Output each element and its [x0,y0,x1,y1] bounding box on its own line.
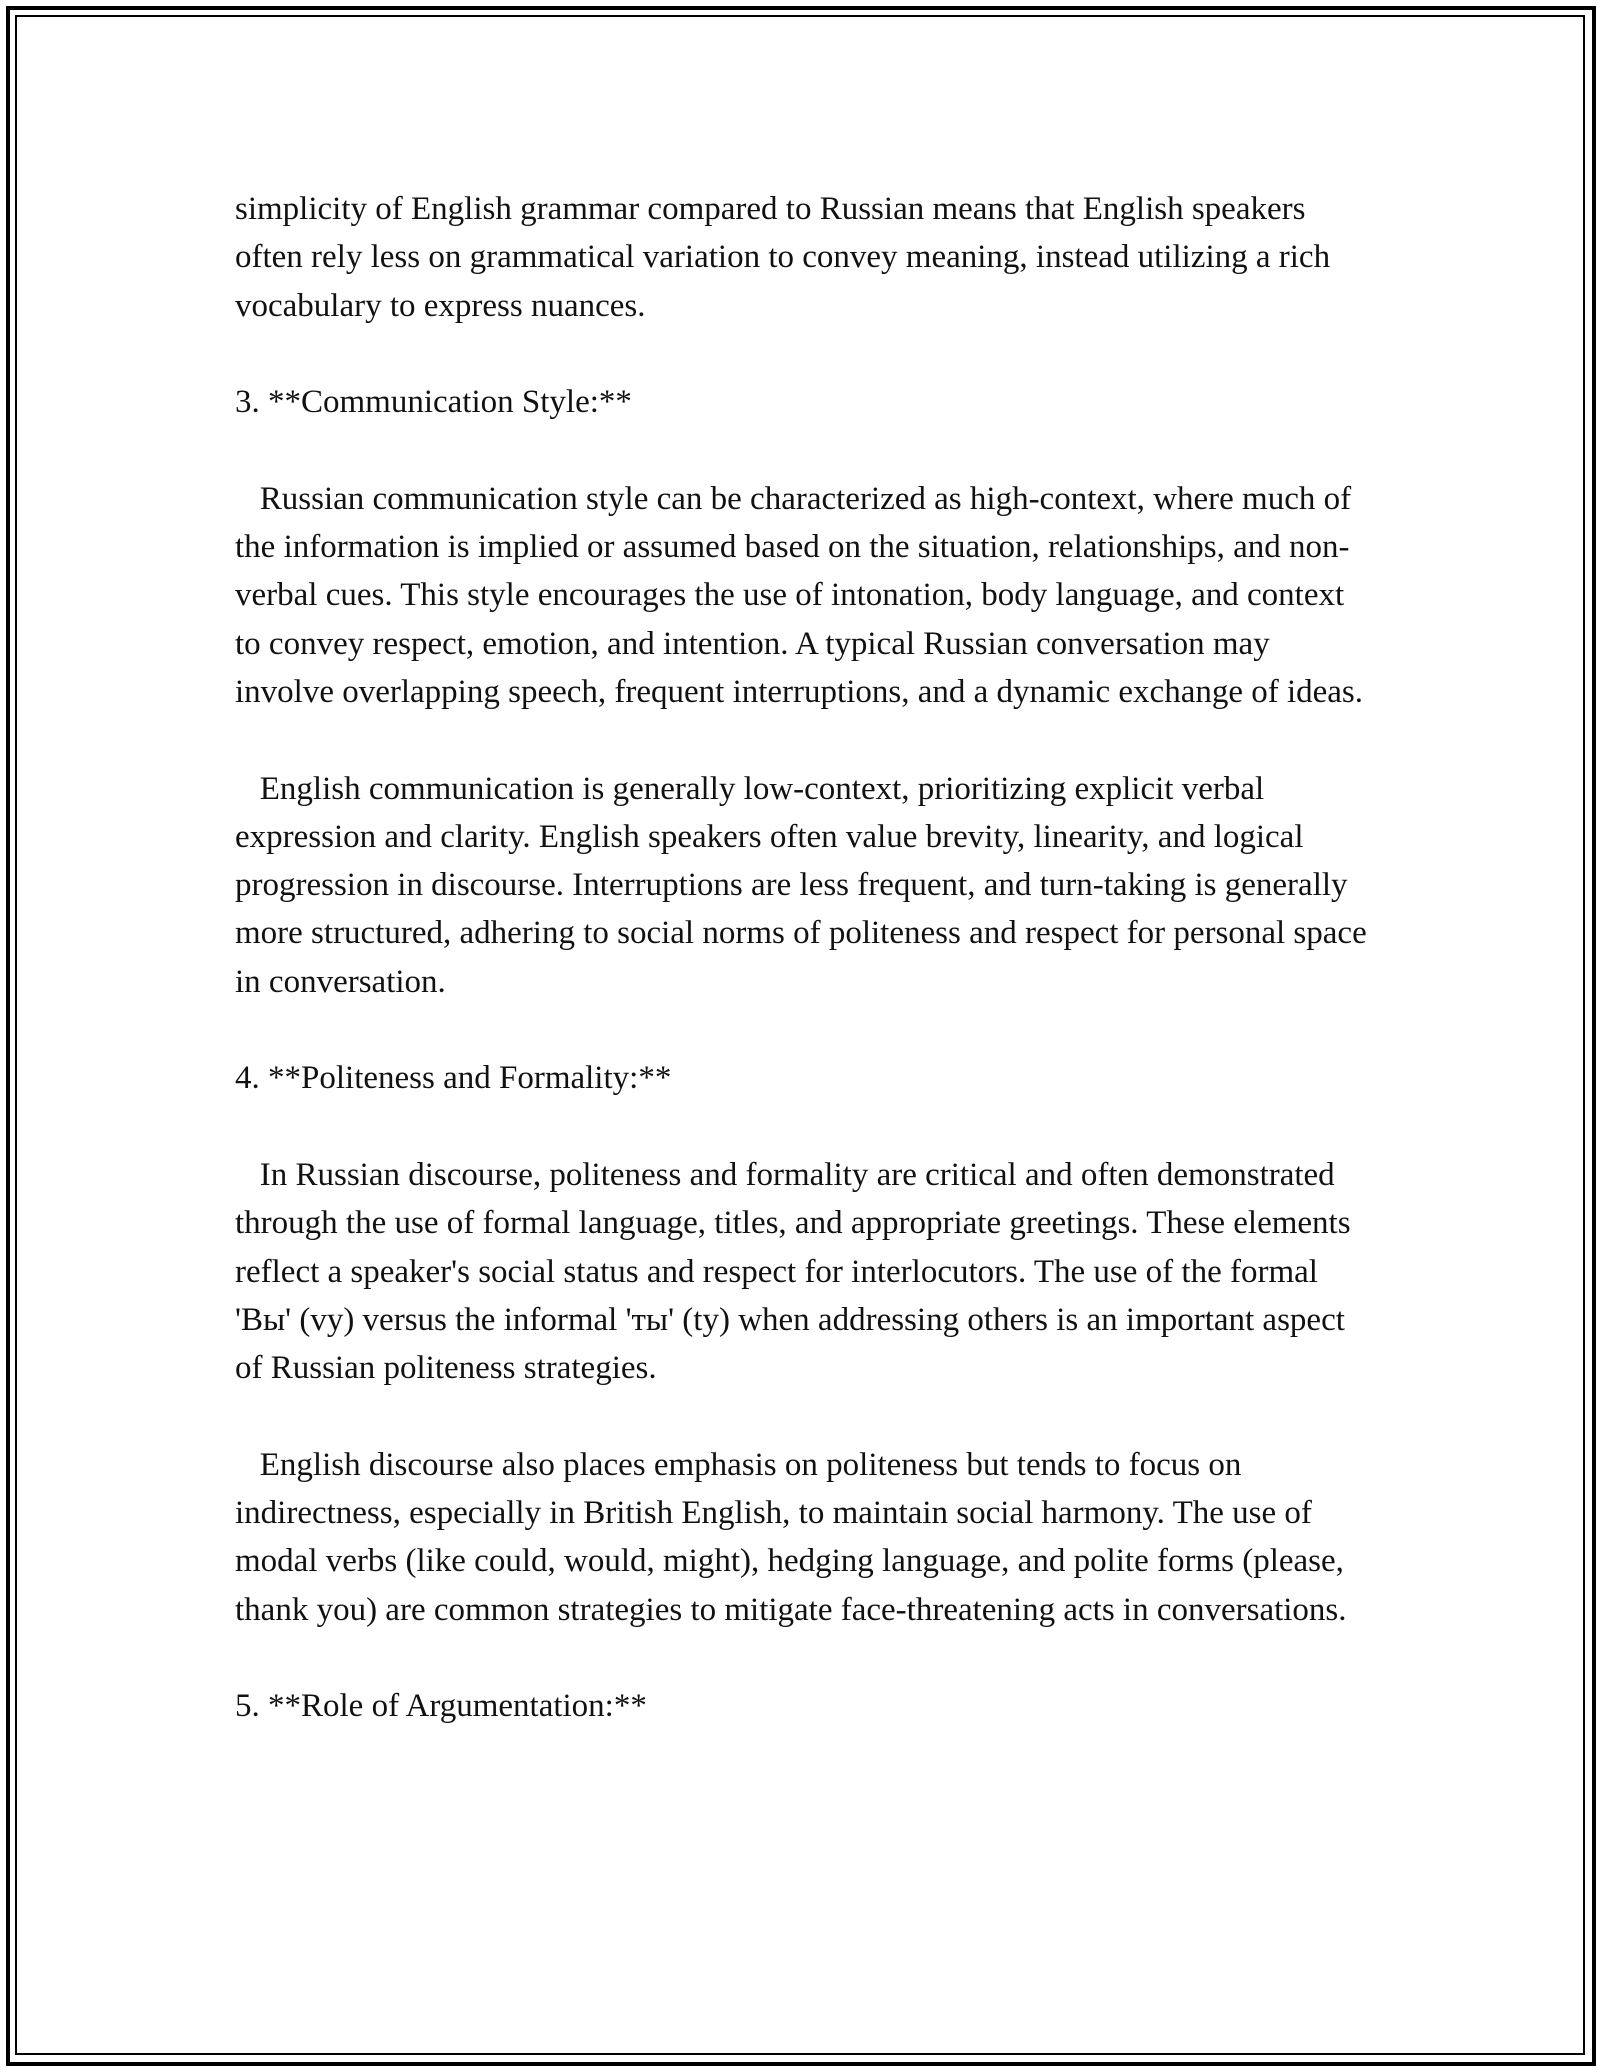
paragraph-english-communication: English communication is generally low-context, prioritizing explicit verbal expression and clarity. English speakers often value brevity, linearity, and logical progression in discourse. Interruptions are less frequent, and turn-taking is generally more structured, adhering to social norms of politeness and respect for personal space in conversation. [235,770,1375,1000]
paragraph-russian-communication: Russian communication style can be characterized as high-context, where much of the information is implied or assumed based on the situation, relationships, and non-verbal cues. This style encourages the use of intonation, body language, and context to convey respect, emotion, and intention. A typical Russian conversation may involve overlapping speech, frequent interruptions, and a dynamic exchange of ideas. [235,480,1364,710]
heading-politeness-formality: 4. **Politeness and Formality:** [235,1060,672,1097]
paragraph-english-politeness: English discourse also places emphasis on politeness but tends to focus on indirectness, especially in British English, to maintain social harmony. The use of modal verbs (like could, would, might), hedging language, and polite forms (please, thank you) are common strategies to mitigate face-threatening acts in conversations. [235,1446,1353,1628]
heading-role-of-argumentation: 5. **Role of Argumentation:** [235,1688,647,1725]
paragraph-russian-politeness: In Russian discourse, politeness and formality are critical and often demonstrated through the use of formal language, titles, and appropriate greetings. These elements reflect a speaker's social status and respect for interlocutors. The use of the formal 'Вы' (vy) versus the informal 'ты' (ty) when addressing others is an important aspect of Russian politeness strategies. [235,1156,1359,1387]
paragraph-grammar-continuation: simplicity of English grammar compared to Russian means that English speakers often rely less on grammatical variation to convey meaning, instead utilizing a rich vocabulary to express nuances. [235,191,1339,324]
heading-communication-style: 3. **Communication Style:** [235,384,632,421]
document-body [235,185,1375,1731]
